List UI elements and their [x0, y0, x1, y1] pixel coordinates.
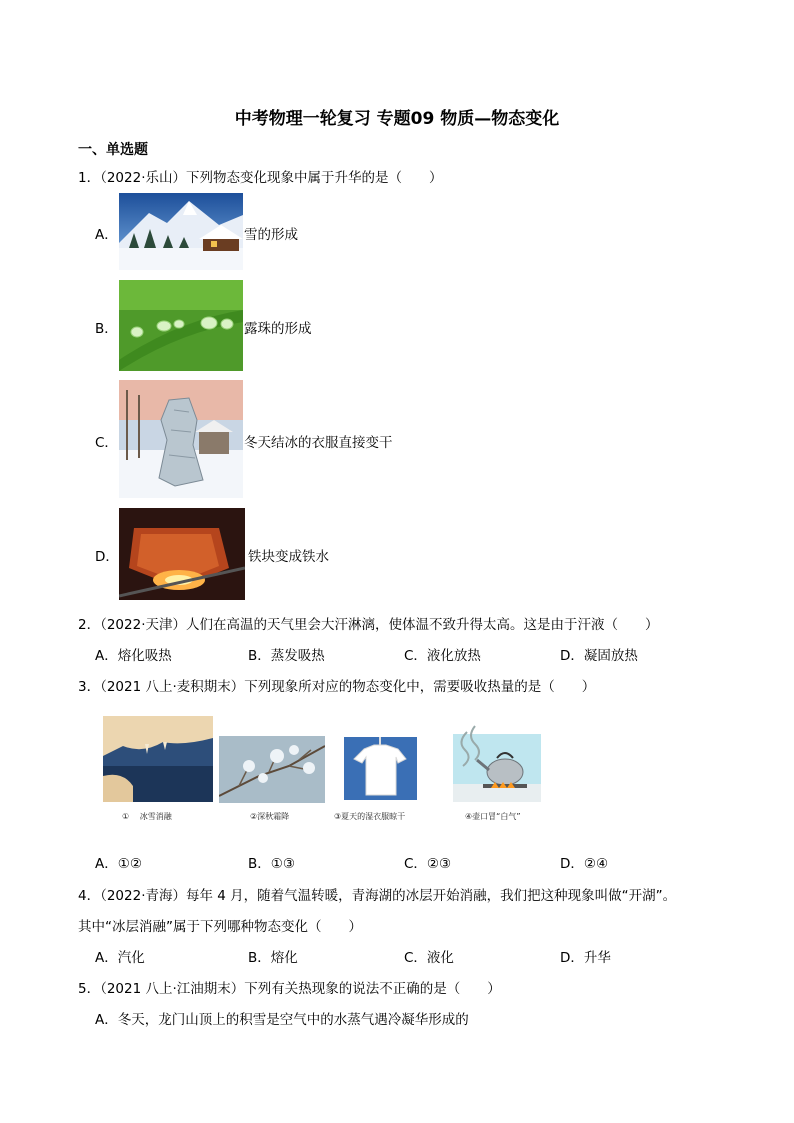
q4-option-d: D．升华 — [560, 950, 611, 966]
q4-option-b: B．熔化 — [248, 950, 298, 966]
q1-option-d-image — [119, 508, 245, 600]
question-4-stem: 4．（2022·青海）每年 4 月，随着气温转暖，青海湖的冰层开始消融，我们把这种现象叫做“开湖”。 — [78, 888, 677, 904]
q3-caption-1: ① 冰雪消融 — [122, 812, 172, 821]
q1-option-a-image — [119, 193, 243, 270]
q1-option-b-image — [119, 280, 243, 371]
question-1-stem: 1．（2022·乐山）下列物态变化现象中属于升华的是（ ） — [78, 170, 443, 186]
q1-option-c-letter: C． — [95, 435, 118, 451]
q2-option-c: C．液化放热 — [404, 648, 481, 664]
q3-caption-4: ④壶口冒“白气” — [465, 812, 521, 821]
q3-option-c: C．②③ — [404, 856, 452, 872]
q3-image-frost — [219, 736, 325, 803]
question-2-stem: 2．（2022·天津）人们在高温的天气里会大汗淋漓，使体温不致升得太高。这是由于汗液（ ） — [78, 617, 659, 633]
page-title: 中考物理一轮复习 专题09 物质—物态变化 — [234, 109, 560, 129]
q3-option-b: B．①③ — [248, 856, 295, 872]
section-heading: 一、单选题 — [78, 142, 148, 158]
q5-option-a: A．冬天，龙门山顶上的积雪是空气中的水蒸气遇冷凝华形成的 — [95, 1012, 469, 1028]
q4-option-c: C．液化 — [404, 950, 454, 966]
q3-image-kettle — [453, 722, 541, 802]
q2-option-d: D．凝固放热 — [560, 648, 638, 664]
question-3-stem: 3．（2021 八上·麦积期末）下列现象所对应的物态变化中，需要吸收热量的是（ ） — [78, 679, 596, 695]
q2-option-a: A．熔化吸热 — [95, 648, 172, 664]
q4-option-a: A．汽化 — [95, 950, 145, 966]
question-4-stem-line2: 其中“冰层消融”属于下列哪种物态变化（ ） — [78, 919, 362, 935]
q1-option-b-text: 露珠的形成 — [244, 321, 312, 337]
q3-caption-3: ③夏天的湿衣服晾干 — [334, 812, 406, 821]
q1-option-d-text: 铁块变成铁水 — [248, 549, 329, 565]
q1-option-a-text: 雪的形成 — [244, 227, 298, 243]
q3-option-a: A．①② — [95, 856, 142, 872]
q1-option-c-image — [119, 380, 243, 498]
q3-image-ice-melting — [103, 716, 213, 802]
q2-option-b: B．蒸发吸热 — [248, 648, 325, 664]
q3-option-d: D．②④ — [560, 856, 609, 872]
q3-image-wet-clothes — [344, 737, 417, 800]
q1-option-d-letter: D． — [95, 549, 119, 565]
q1-option-b-letter: B． — [95, 321, 118, 337]
q3-caption-2: ②深秋霜降 — [250, 812, 290, 821]
question-5-stem: 5．（2021 八上·江油期末）下列有关热现象的说法不正确的是（ ） — [78, 981, 501, 997]
q1-option-c-text: 冬天结冰的衣服直接变干 — [244, 435, 393, 451]
q1-option-a-letter: A． — [95, 227, 118, 243]
